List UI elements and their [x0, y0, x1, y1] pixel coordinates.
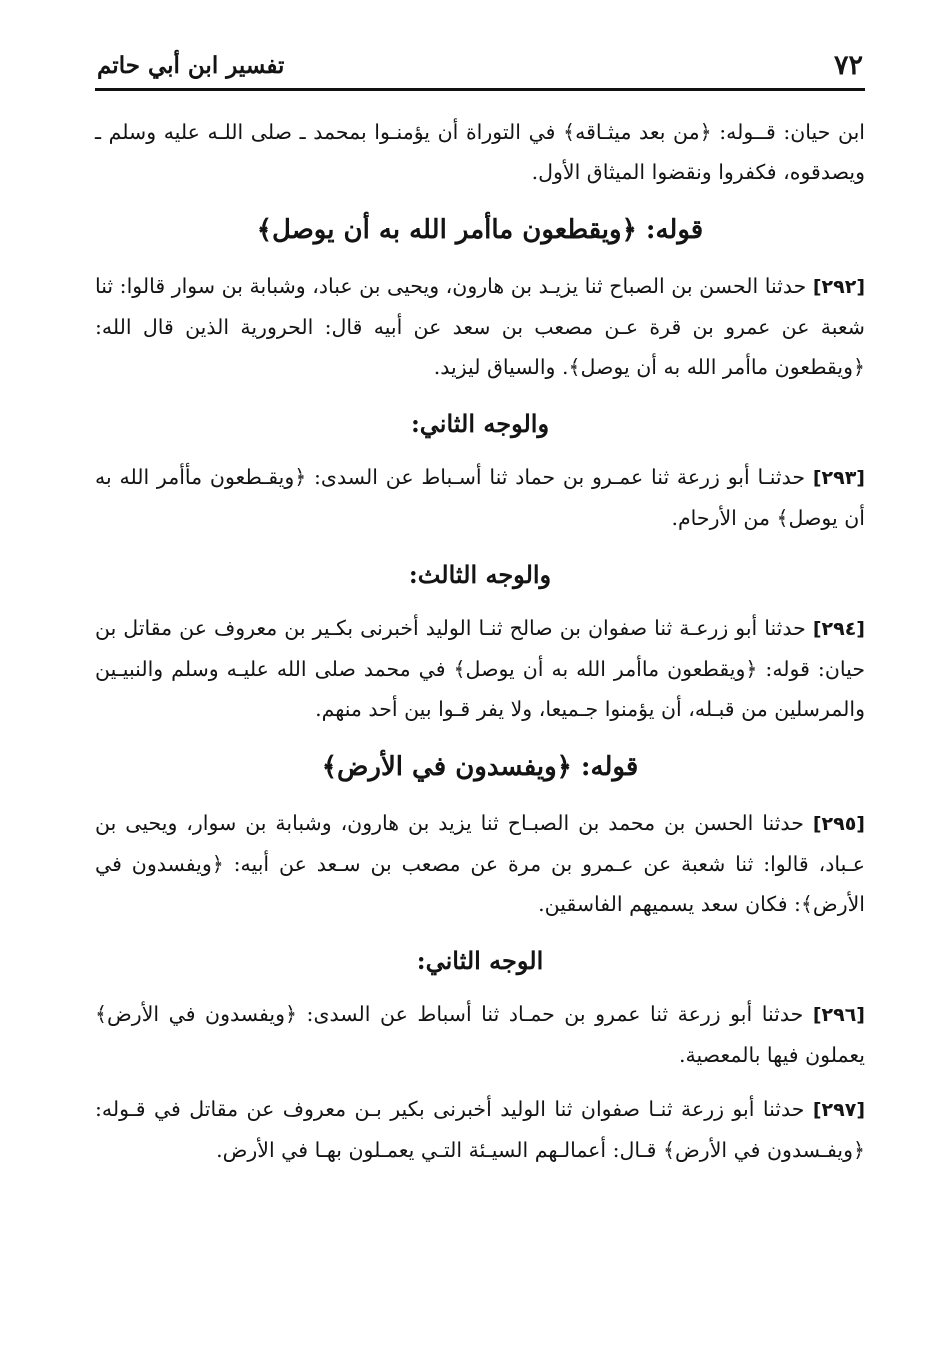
hadith-number: [٢٩٣] [812, 467, 865, 489]
hadith-number: [٢٩٢] [812, 276, 865, 298]
hadith-number: [٢٩٧] [812, 1099, 865, 1121]
section-heading: قوله: ﴿ويفسدون في الأرض﴾ [321, 752, 639, 782]
subsection-heading: والوجه الثاني: [410, 409, 550, 438]
hadith-293: [٢٩٣] حدثنـا أبو زرعة ثنا عمـرو بن حماد ثنا أسـباط عن السدى: ﴿ويقـطعون مأأمر الله به أن يوصل﴾ من الأرحام. [95, 465, 865, 530]
hadith-number: [٢٩٤] [812, 618, 865, 640]
hadith-number: [٢٩٥] [812, 813, 865, 835]
page-header [95, 48, 865, 88]
hadith-296: [٢٩٦] حدثنا أبو زرعة ثنا عمرو بن حمـاد ثنا أسباط عن السدى: ﴿ويفسدون في الأرض﴾ يعملون فيها بالمعصية. [95, 1002, 865, 1067]
header-rule [95, 88, 865, 91]
page-number: ٧٢ [833, 50, 863, 81]
subsection-heading: والوجه الثالث: [408, 560, 552, 589]
hadith-292: [٢٩٢] حدثنا الحسن بن الصباح ثنا يزيـد بن هارون، ويحيى بن عباد، وشبابة بن سوار قالوا: ثنا شعبة عن عمرو بن قرة عـن مصعب بن سعد عن أبيه قال: الحرورية الذين قال الله: ﴿ويقطعون ماأمر الله به أن يوصل﴾. والسياق ليزيد. [95, 274, 865, 379]
book-title: تفسير ابن أبي حاتم [97, 52, 285, 79]
subsection-heading: الوجه الثاني: [416, 946, 544, 975]
hadith-number: [٢٩٦] [812, 1004, 865, 1026]
page-body [95, 112, 865, 1184]
section-heading: قوله: ﴿ويقطعون ماأمر الله به أن يوصل﴾ [256, 215, 704, 245]
paragraph-intro: ابن حيان: قــوله: ﴿من بعد ميثـاقه﴾ في التوراة أن يؤمنـوا بمحمد ـ صلى اللـه عليه وسلم ـ ويصدقوه، فكفروا ونقضوا الميثاق الأول. [95, 120, 865, 184]
hadith-295: [٢٩٥] حدثنا الحسن بن محمد بن الصبـاح ثنا يزيد بن هارون، وشبابة بن سوار، ويحيى بن عـباد، قالوا: ثنا شعبة عن عـمرو بن مرة عن مصعب بن سـعد عن أبيه: ﴿ويفسدون في الأرض﴾: فكان سعد يسميهم الفاسقين. [95, 811, 865, 916]
hadith-297: [٢٩٧] حدثنا أبو زرعة ثنـا صفوان ثنا الوليد أخبرنى بكير بـن معروف عن مقاتل في قـوله: ﴿ويفـسدون في الأرض﴾ قـال: أعمالـهم السيـئة التـي يعمـلون بهـا في الأرض. [95, 1097, 865, 1162]
book-page [95, 0, 865, 1362]
hadith-294: [٢٩٤] حدثنا أبو زرعـة ثنا صفوان بن صالح ثنـا الوليد أخبرنى بكـير بن معروف عن مقاتل بن حيان: قوله: ﴿ويقطعون ماأمر الله به أن يوصل﴾ في محمد صلى الله عليـه وسلم والنبيـين والمرسلين من قبـله، أن يؤمنوا جـميعا، ولا يفر قـوا بين أحد منهم. [95, 616, 865, 721]
